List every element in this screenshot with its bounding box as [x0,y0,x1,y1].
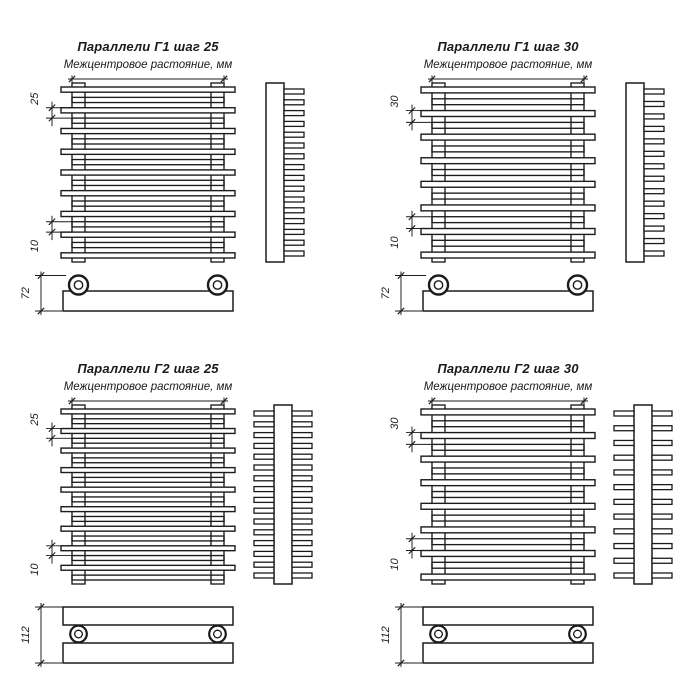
step-dimension-label: 30 [389,417,401,430]
side-view [266,83,304,262]
bottom-view [63,276,233,312]
height-dimension [380,272,426,316]
gap-dimension-label: 10 [389,236,401,249]
front-view [421,83,595,262]
gap-dimension-label: 10 [29,563,41,576]
side-view [254,405,312,584]
technical-drawing-g1-step30 [368,38,700,388]
technical-drawing-g2-step30 [368,360,700,700]
height-dimension [20,272,66,316]
drawing-subtitle: Межцентровое растояние, мм [63,59,233,71]
step-dimension-label: 25 [29,92,41,105]
quadrant-parallels-g1-step25 [8,38,358,388]
drawing-title: Параллели Г2 шаг 25 [77,361,219,376]
drawing-title: Параллели Г1 шаг 30 [437,39,579,54]
span-dimension [428,76,588,84]
height-dimension [380,603,426,667]
drawing-subtitle: Межцентровое растояние, мм [63,381,233,393]
gap-dimension-label: 10 [29,239,41,253]
front-view [421,405,595,584]
span-dimension [68,398,228,406]
side-view [626,83,664,262]
quadrant-parallels-g1-step30 [368,38,700,388]
span-dimension [428,398,588,406]
height-dimension-label: 72 [380,287,392,300]
step-dimension-label: 30 [389,95,401,108]
drawing-title: Параллели Г2 шаг 30 [437,361,579,376]
height-dimension [20,603,66,667]
step-dimension-label: 25 [29,413,41,426]
height-dimension-label: 112 [380,626,392,644]
gap-dimension-label: 10 [389,558,401,571]
front-view [61,405,235,584]
technical-drawing-g1-step25 [8,38,358,388]
height-dimension-label: 72 [20,287,32,300]
front-view [61,83,235,262]
technical-drawing-g2-step25 [8,360,358,700]
drawing-subtitle: Межцентровое растояние, мм [423,381,593,393]
side-view [614,405,672,584]
bottom-view [63,607,233,663]
drawing-subtitle: Межцентровое растояние, мм [423,59,593,71]
height-dimension-label: 112 [20,626,32,644]
bottom-view [423,607,593,663]
quadrant-parallels-g2-step25 [8,360,358,700]
drawing-title: Параллели Г1 шаг 25 [77,39,219,54]
span-dimension [68,76,228,84]
bottom-view [423,276,593,312]
quadrant-parallels-g2-step30 [368,360,700,700]
